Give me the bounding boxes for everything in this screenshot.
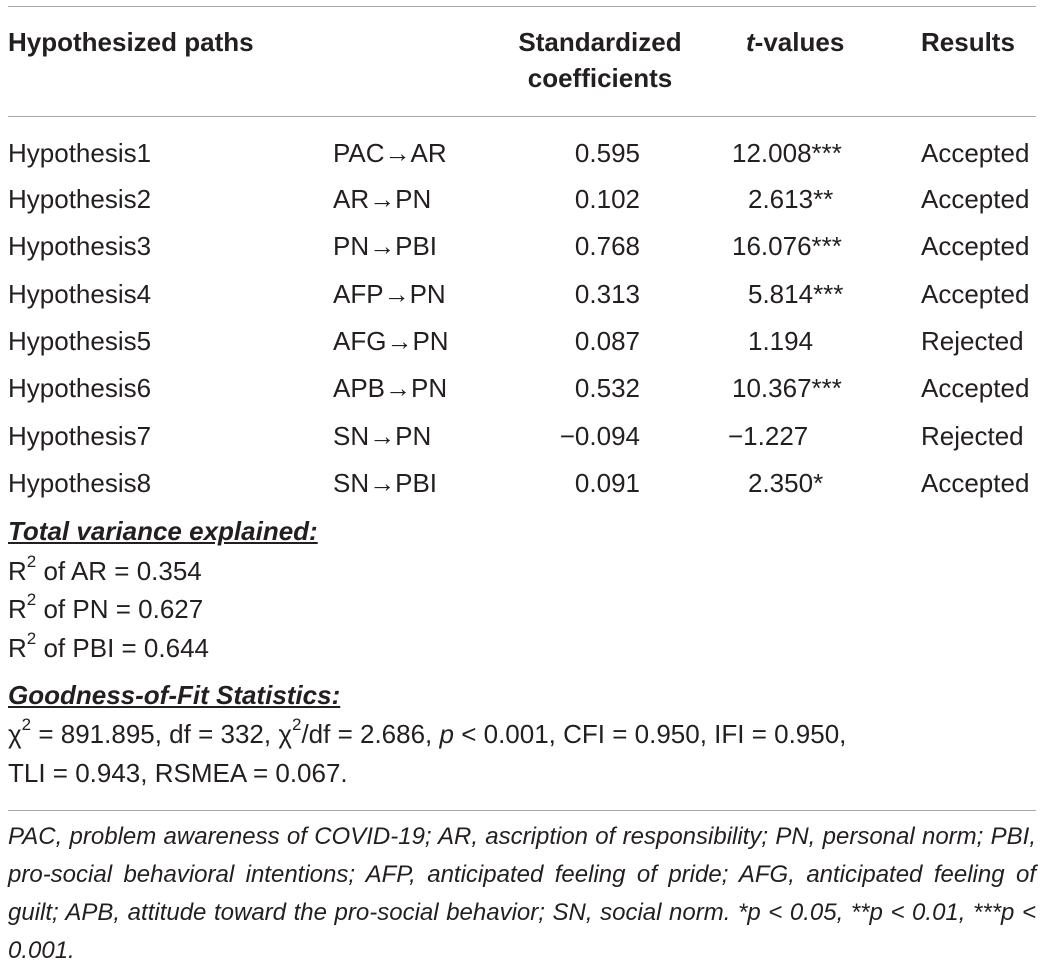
r-squared-sup: 2 <box>26 590 37 609</box>
cell-hypothesis: Hypothesis3 <box>8 231 152 261</box>
cell-result: Rejected <box>921 421 1024 451</box>
cell-coef: 0.532 <box>574 373 640 403</box>
header-t-italic: t <box>746 27 755 57</box>
r-squared-sup: 2 <box>26 629 37 648</box>
cell-result: Accepted <box>921 231 1030 261</box>
cell-hypothesis: Hypothesis4 <box>8 279 152 309</box>
table-footnote: PAC, problem awareness of COVID-19; AR, ascription of responsibility; PN, personal norm; PBI, pro-social behavioral intentions; AFP, anticipated feeling of pride; AFG, anticipated feeling of guilt; APB, attitude toward the pro-social behavior; SN, social norm. *p < 0.05, **p < 0.01, ***p < 0.001. <box>8 823 1036 964</box>
header-standardized-coefficients <box>500 24 700 96</box>
cell-path: APB→PN <box>333 373 448 403</box>
p-italic: p <box>439 719 454 749</box>
cell-t: 16.076*** <box>732 231 842 261</box>
cell-t: 5.814*** <box>748 279 844 309</box>
header-coef-line2: coefficients <box>527 63 673 93</box>
cell-path: PAC→AR <box>333 138 447 168</box>
footer-rule <box>8 810 1036 811</box>
cell-coef: 0.768 <box>574 231 640 261</box>
cell-result: Accepted <box>921 468 1030 498</box>
cell-t: 2.350* <box>748 468 824 498</box>
cell-path: SN→PBI <box>333 468 438 498</box>
cell-t: 1.194 <box>748 326 814 356</box>
cell-path: SN→PN <box>333 421 432 451</box>
header-t-rest: -values <box>754 27 845 57</box>
chi-symbol: χ <box>278 719 292 749</box>
r-letter: R <box>8 594 27 624</box>
r2-value: of AR = 0.354 <box>36 556 202 586</box>
r2-value: of PBI = 0.644 <box>36 633 209 663</box>
r2-value: of PN = 0.627 <box>36 594 204 624</box>
cell-coef: 0.102 <box>574 184 640 214</box>
cell-coef: 0.595 <box>574 138 640 168</box>
chi-sup: 2 <box>291 715 302 734</box>
cell-path: AFP→PN <box>333 279 446 309</box>
cell-hypothesis: Hypothesis1 <box>8 138 152 168</box>
r2-pbi <box>8 629 209 664</box>
cell-coef: −0.094 <box>559 421 640 451</box>
r2-pn <box>8 590 204 625</box>
fit-section-title: Goodness-of-Fit Statistics: <box>8 680 341 710</box>
fit-line-1 <box>8 715 847 750</box>
cell-hypothesis: Hypothesis2 <box>8 184 152 214</box>
cell-path: PN→PBI <box>333 231 438 261</box>
cell-t: −1.227 <box>728 421 809 451</box>
cell-result: Accepted <box>921 279 1030 309</box>
top-rule <box>8 6 1036 7</box>
header-t-values <box>746 24 844 60</box>
fit-part1: = 891.895, df = 332, <box>31 719 279 749</box>
r-squared-sup: 2 <box>26 552 37 571</box>
chi-sup: 2 <box>21 715 32 734</box>
fit-part3: < 0.001, CFI = 0.950, IFI = 0.950, <box>453 719 847 749</box>
cell-result: Accepted <box>921 184 1030 214</box>
cell-coef: 0.091 <box>574 468 640 498</box>
cell-t: 12.008*** <box>732 138 842 168</box>
cell-hypothesis: Hypothesis7 <box>8 421 152 451</box>
cell-coef: 0.313 <box>574 279 640 309</box>
cell-coef: 0.087 <box>574 326 640 356</box>
fit-line-2: TLI = 0.943, RSMEA = 0.067. <box>8 758 348 788</box>
cell-result: Accepted <box>921 138 1030 168</box>
variance-section-title: Total variance explained: <box>8 516 318 546</box>
cell-result: Rejected <box>921 326 1024 356</box>
r2-ar <box>8 552 202 587</box>
cell-t: 10.367*** <box>732 373 842 403</box>
header-hypothesized-paths: Hypothesized paths <box>8 27 254 57</box>
cell-t: 2.613** <box>748 184 834 214</box>
cell-hypothesis: Hypothesis8 <box>8 468 152 498</box>
cell-result: Accepted <box>921 373 1030 403</box>
chi-symbol: χ <box>8 719 22 749</box>
fit-part2: /df = 2.686, <box>301 719 440 749</box>
cell-hypothesis: Hypothesis6 <box>8 373 152 403</box>
r-letter: R <box>8 633 27 663</box>
cell-path: AFG→PN <box>333 326 449 356</box>
r-letter: R <box>8 556 27 586</box>
cell-path: AR→PN <box>333 184 432 214</box>
header-coef-line1: Standardized <box>518 27 682 57</box>
header-rule <box>8 116 1036 117</box>
header-results: Results <box>921 27 1015 57</box>
cell-hypothesis: Hypothesis5 <box>8 326 152 356</box>
